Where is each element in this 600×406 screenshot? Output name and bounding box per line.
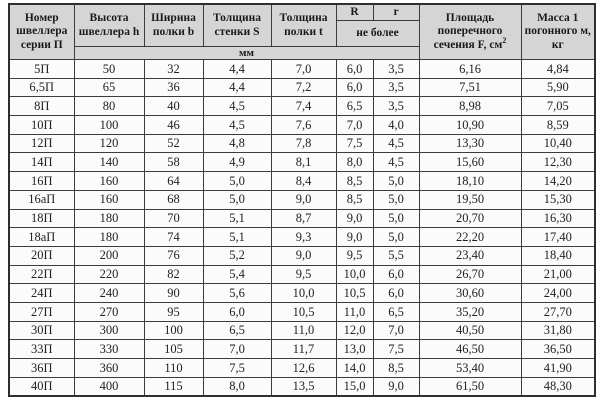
table-row [9, 228, 595, 247]
table-cell: 4,5 [373, 153, 419, 172]
table-cell: 15,0 [336, 377, 373, 396]
header-height-h: Высота швеллера h [74, 4, 144, 47]
table-cell: 4,5 [203, 116, 271, 135]
table-cell: 7,0 [203, 340, 271, 359]
table-cell: 160 [74, 172, 144, 191]
table-cell: 8,4 [271, 172, 336, 191]
table-cell: 4,4 [203, 78, 271, 97]
table-cell: 11,7 [271, 340, 336, 359]
table-cell: 80 [74, 97, 144, 116]
table-cell: 400 [74, 377, 144, 396]
table-row [9, 153, 595, 172]
table-cell: 5,0 [203, 190, 271, 209]
table-row [9, 246, 595, 265]
table-row [9, 116, 595, 135]
table-cell: 7,5 [336, 134, 373, 153]
header-area-text: Площадь поперечного сечения F, см [433, 11, 503, 51]
table-cell: 90 [144, 284, 203, 303]
table-cell: 12,0 [336, 321, 373, 340]
table-cell: 3,5 [373, 97, 419, 116]
table-cell: 7,0 [373, 321, 419, 340]
table-cell: 14П [9, 153, 74, 172]
table-cell: 46 [144, 116, 203, 135]
table-cell: 18,10 [419, 172, 521, 191]
header-radius-r: r [373, 4, 419, 21]
table-row [9, 190, 595, 209]
table-cell: 7,5 [373, 340, 419, 359]
table-cell: 46,50 [419, 340, 521, 359]
table-cell: 19,50 [419, 190, 521, 209]
table-cell: 13,0 [336, 340, 373, 359]
table-cell: 40 [144, 97, 203, 116]
table-cell: 35,20 [419, 302, 521, 321]
table-cell: 14,20 [521, 172, 595, 191]
table-cell: 52 [144, 134, 203, 153]
table-row [9, 209, 595, 228]
table-cell: 8,0 [336, 153, 373, 172]
table-cell: 10,0 [336, 265, 373, 284]
table-cell: 3,5 [373, 60, 419, 79]
table-cell: 48,30 [521, 377, 595, 396]
table-cell: 12,6 [271, 359, 336, 378]
table-cell: 5,2 [203, 246, 271, 265]
table-cell: 40,50 [419, 321, 521, 340]
table-cell: 4,9 [203, 153, 271, 172]
table-cell: 9,0 [271, 190, 336, 209]
table-cell: 53,40 [419, 359, 521, 378]
table-row [9, 172, 595, 191]
table-cell: 8,59 [521, 116, 595, 135]
table-cell: 12,30 [521, 153, 595, 172]
table-cell: 6,0 [336, 60, 373, 79]
header-mass-per-meter: Масса 1 погонного м, кг [521, 4, 595, 60]
table-cell: 5,6 [203, 284, 271, 303]
table-cell: 10П [9, 116, 74, 135]
table-cell: 27П [9, 302, 74, 321]
table-cell: 100 [144, 321, 203, 340]
table-cell: 16П [9, 172, 74, 191]
header-flange-width-b: Ширина полки b [144, 4, 203, 47]
table-cell: 14,0 [336, 359, 373, 378]
table-cell: 74 [144, 228, 203, 247]
table-cell: 13,5 [271, 377, 336, 396]
table-cell: 270 [74, 302, 144, 321]
table-cell: 4,84 [521, 60, 595, 79]
table-cell: 40П [9, 377, 74, 396]
table-cell: 36,50 [521, 340, 595, 359]
table-cell: 5,4 [203, 265, 271, 284]
table-cell: 200 [74, 246, 144, 265]
table-cell: 160 [74, 190, 144, 209]
table-cell: 8,1 [271, 153, 336, 172]
table-cell: 70 [144, 209, 203, 228]
table-cell: 120 [74, 134, 144, 153]
header-radius-R: R [336, 4, 373, 21]
table-cell: 10,90 [419, 116, 521, 135]
table-cell: 6,0 [373, 284, 419, 303]
table-cell: 7,0 [336, 116, 373, 135]
table-cell: 95 [144, 302, 203, 321]
table-cell: 5,1 [203, 228, 271, 247]
table-row [9, 265, 595, 284]
header-row-main [9, 4, 595, 21]
table-cell: 5П [9, 60, 74, 79]
table-row [9, 97, 595, 116]
table-cell: 24П [9, 284, 74, 303]
header-channel-number: Номер швеллера серии П [9, 4, 74, 60]
table-cell: 41,90 [521, 359, 595, 378]
table-cell: 360 [74, 359, 144, 378]
table-cell: 5,0 [373, 172, 419, 191]
table-row [9, 78, 595, 97]
table-cell: 22,20 [419, 228, 521, 247]
table-cell: 5,0 [373, 209, 419, 228]
table-cell: 6,5П [9, 78, 74, 97]
table-cell: 9,3 [271, 228, 336, 247]
table-cell: 10,0 [271, 284, 336, 303]
table-cell: 18,40 [521, 246, 595, 265]
table-body [9, 60, 595, 397]
table-cell: 82 [144, 265, 203, 284]
table-cell: 21,00 [521, 265, 595, 284]
table-cell: 16,30 [521, 209, 595, 228]
table-cell: 180 [74, 209, 144, 228]
channel-steel-spec-table-container [8, 3, 596, 397]
table-cell: 8П [9, 97, 74, 116]
table-cell: 9,0 [336, 228, 373, 247]
table-cell: 32 [144, 60, 203, 79]
header-units-mm: мм [74, 47, 419, 60]
table-cell: 5,5 [373, 246, 419, 265]
table-cell: 7,4 [271, 97, 336, 116]
table-cell: 180 [74, 228, 144, 247]
header-wall-thickness-s: Толщина стенки S [203, 4, 271, 47]
table-cell: 8,98 [419, 97, 521, 116]
table-cell: 36П [9, 359, 74, 378]
table-cell: 12П [9, 134, 74, 153]
header-area-superscript: 2 [502, 35, 507, 45]
table-cell: 110 [144, 359, 203, 378]
table-row [9, 60, 595, 79]
table-cell: 7,2 [271, 78, 336, 97]
table-cell: 220 [74, 265, 144, 284]
table-cell: 9,0 [373, 377, 419, 396]
table-cell: 7,8 [271, 134, 336, 153]
header-no-more-than: не более [336, 21, 419, 47]
table-cell: 13,30 [419, 134, 521, 153]
table-cell: 9,5 [336, 246, 373, 265]
table-cell: 300 [74, 321, 144, 340]
table-cell: 100 [74, 116, 144, 135]
header-flange-thickness-t: Толщина полки t [271, 4, 336, 47]
table-cell: 26,70 [419, 265, 521, 284]
table-cell: 23,40 [419, 246, 521, 265]
table-cell: 10,5 [336, 284, 373, 303]
table-cell: 6,0 [373, 265, 419, 284]
table-cell: 31,80 [521, 321, 595, 340]
header-cross-section-area [419, 4, 521, 60]
table-cell: 3,5 [373, 78, 419, 97]
table-cell: 76 [144, 246, 203, 265]
table-cell: 61,50 [419, 377, 521, 396]
table-cell: 7,6 [271, 116, 336, 135]
table-cell: 5,0 [373, 190, 419, 209]
table-cell: 6,0 [336, 78, 373, 97]
table-cell: 36 [144, 78, 203, 97]
table-cell: 18П [9, 209, 74, 228]
table-row [9, 321, 595, 340]
table-cell: 7,51 [419, 78, 521, 97]
table-cell: 6,5 [336, 97, 373, 116]
table-cell: 30,60 [419, 284, 521, 303]
table-cell: 8,5 [336, 172, 373, 191]
table-cell: 15,60 [419, 153, 521, 172]
table-cell: 20П [9, 246, 74, 265]
table-cell: 50 [74, 60, 144, 79]
table-cell: 8,5 [373, 359, 419, 378]
table-cell: 4,5 [203, 97, 271, 116]
table-cell: 9,5 [271, 265, 336, 284]
table-row [9, 302, 595, 321]
table-cell: 15,30 [521, 190, 595, 209]
table-cell: 11,0 [336, 302, 373, 321]
table-row [9, 377, 595, 396]
table-cell: 20,70 [419, 209, 521, 228]
table-cell: 330 [74, 340, 144, 359]
table-cell: 140 [74, 153, 144, 172]
table-cell: 27,70 [521, 302, 595, 321]
table-cell: 10,5 [271, 302, 336, 321]
table-cell: 6,5 [373, 302, 419, 321]
table-cell: 4,0 [373, 116, 419, 135]
table-row [9, 359, 595, 378]
table-cell: 24,00 [521, 284, 595, 303]
table-cell: 30П [9, 321, 74, 340]
table-cell: 105 [144, 340, 203, 359]
table-cell: 7,5 [203, 359, 271, 378]
table-cell: 65 [74, 78, 144, 97]
table-cell: 4,4 [203, 60, 271, 79]
table-cell: 8,0 [203, 377, 271, 396]
table-cell: 5,0 [373, 228, 419, 247]
table-cell: 9,0 [271, 246, 336, 265]
table-row [9, 340, 595, 359]
table-cell: 68 [144, 190, 203, 209]
table-cell: 5,0 [203, 172, 271, 191]
table-cell: 58 [144, 153, 203, 172]
table-cell: 6,5 [203, 321, 271, 340]
table-cell: 6,16 [419, 60, 521, 79]
table-cell: 240 [74, 284, 144, 303]
table-cell: 11,0 [271, 321, 336, 340]
table-cell: 9,0 [336, 209, 373, 228]
table-cell: 4,8 [203, 134, 271, 153]
table-cell: 17,40 [521, 228, 595, 247]
table-cell: 33П [9, 340, 74, 359]
table-cell: 22П [9, 265, 74, 284]
table-cell: 16аП [9, 190, 74, 209]
table-cell: 115 [144, 377, 203, 396]
table-cell: 64 [144, 172, 203, 191]
table-cell: 4,5 [373, 134, 419, 153]
table-cell: 18аП [9, 228, 74, 247]
table-cell: 5,1 [203, 209, 271, 228]
table-cell: 8,5 [336, 190, 373, 209]
table-cell: 6,0 [203, 302, 271, 321]
channel-steel-spec-table [8, 3, 596, 397]
table-row [9, 284, 595, 303]
table-cell: 10,40 [521, 134, 595, 153]
table-row [9, 134, 595, 153]
table-cell: 5,90 [521, 78, 595, 97]
table-header [9, 4, 595, 60]
table-cell: 7,0 [271, 60, 336, 79]
table-cell: 8,7 [271, 209, 336, 228]
table-cell: 7,05 [521, 97, 595, 116]
